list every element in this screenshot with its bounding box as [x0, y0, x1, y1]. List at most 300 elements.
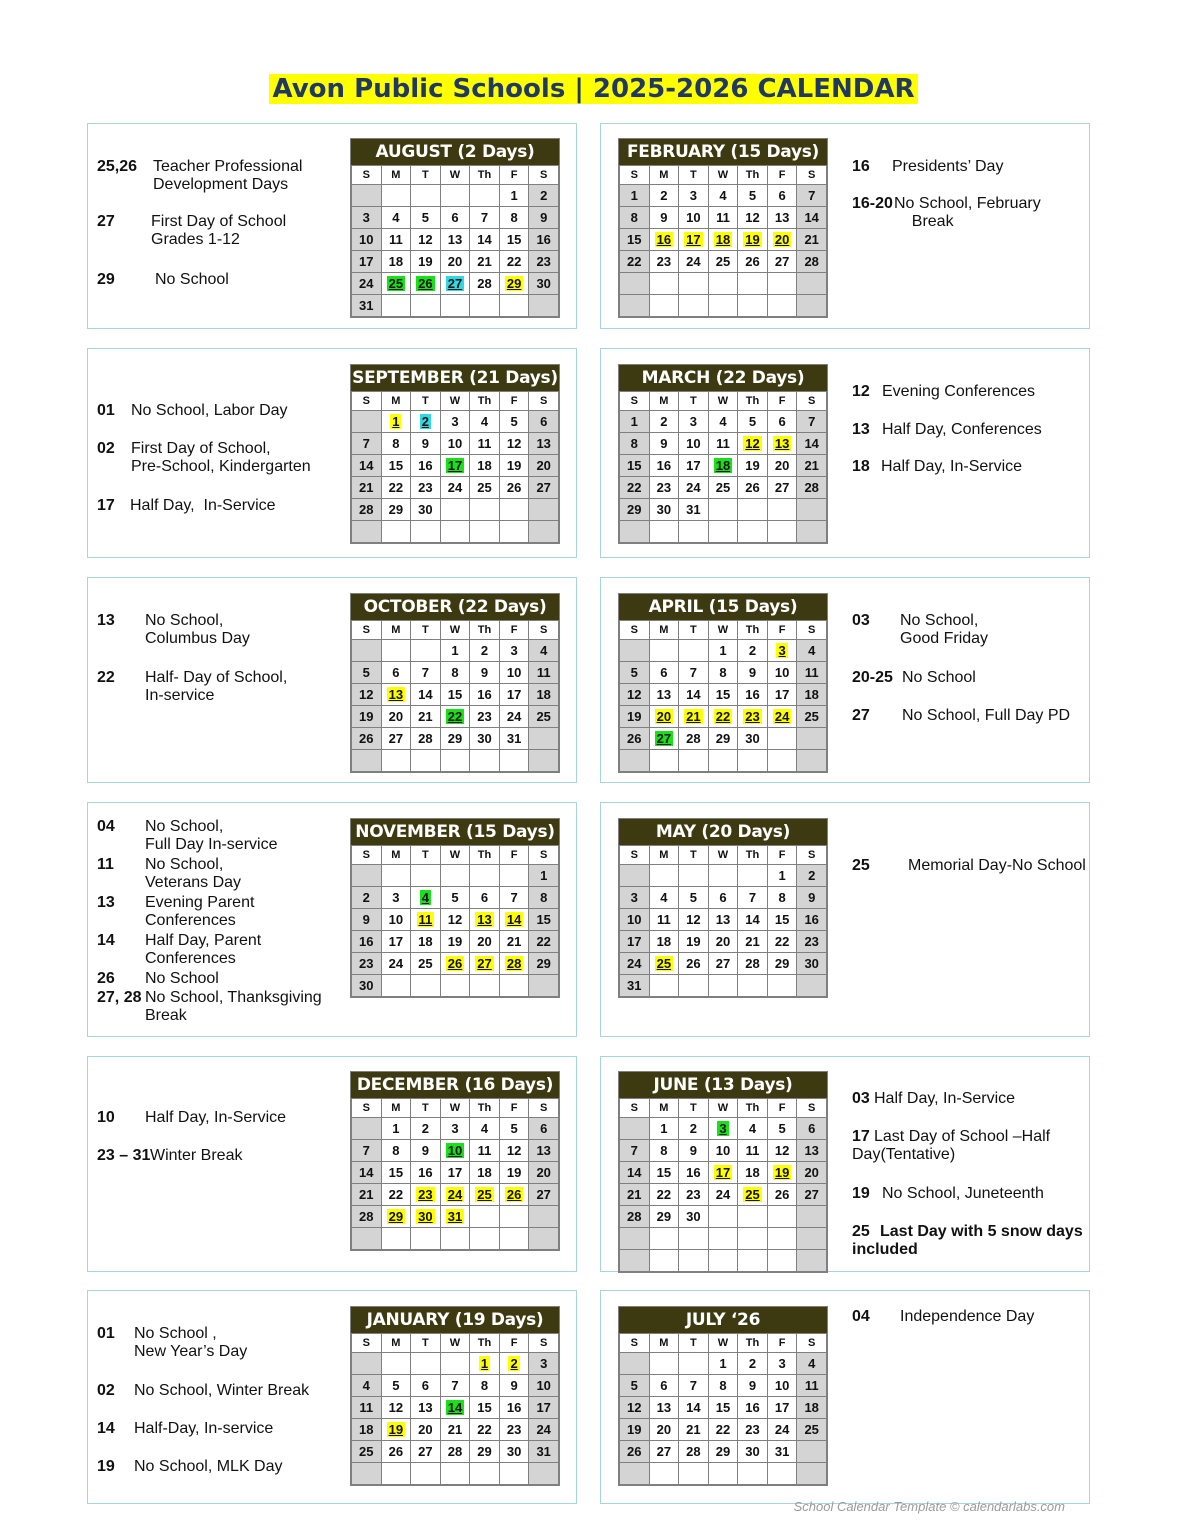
event-date: 12 — [852, 383, 870, 400]
day-number: 20 — [804, 1165, 819, 1180]
day-cell — [679, 887, 709, 909]
day-number: 18 — [388, 254, 404, 269]
day-cell — [620, 953, 650, 975]
day-cell — [738, 728, 768, 750]
day-number: 2 — [421, 414, 430, 429]
empty-day-cell — [649, 640, 679, 662]
day-number: 1 — [392, 1121, 400, 1136]
empty-day-cell — [679, 295, 709, 317]
weekday-header: S — [529, 392, 559, 411]
day-cell — [411, 477, 441, 499]
day-number: 26 — [745, 254, 760, 269]
event-date: 27 — [97, 213, 115, 230]
day-cell — [767, 1419, 797, 1441]
day-number: 9 — [421, 1143, 430, 1158]
day-cell — [411, 728, 441, 750]
day-cell — [381, 477, 411, 499]
event-date: 16 — [852, 158, 870, 175]
event-description: No School — [155, 271, 229, 288]
day-number: 11 — [477, 1143, 492, 1158]
day-number: 4 — [362, 1378, 370, 1393]
weekday-header: Th — [738, 392, 768, 411]
day-number: 4 — [421, 890, 430, 905]
empty-day-cell — [767, 1228, 797, 1250]
day-number: 27 — [656, 1444, 672, 1459]
day-cell — [797, 433, 827, 455]
day-cell — [470, 931, 500, 953]
day-number: 12 — [627, 1400, 642, 1415]
day-number: 6 — [451, 210, 459, 225]
day-number: 1 — [630, 414, 638, 429]
day-cell — [440, 411, 470, 433]
day-cell — [738, 931, 768, 953]
weekday-header: T — [679, 166, 709, 185]
day-cell — [440, 706, 470, 728]
day-number: 21 — [804, 232, 819, 247]
day-number: 9 — [808, 890, 816, 905]
day-cell — [381, 251, 411, 273]
day-cell — [620, 931, 650, 953]
day-cell — [620, 1184, 650, 1206]
empty-day-cell — [499, 975, 529, 997]
day-number: 27 — [447, 276, 463, 291]
event-description: included — [852, 1241, 918, 1258]
day-cell — [529, 273, 559, 295]
day-number: 8 — [719, 1378, 727, 1393]
event-date: 13 — [852, 421, 870, 438]
day-number: 14 — [745, 912, 760, 927]
day-cell — [767, 1118, 797, 1140]
empty-day-cell — [649, 295, 679, 317]
empty-day-cell — [649, 865, 679, 887]
day-cell — [499, 433, 529, 455]
day-cell — [499, 728, 529, 750]
day-number: 13 — [715, 912, 731, 927]
weekday-header: W — [440, 392, 470, 411]
day-number: 6 — [540, 1121, 548, 1136]
day-cell — [708, 662, 738, 684]
day-number: 10 — [774, 1378, 790, 1393]
day-cell — [529, 1353, 559, 1375]
day-cell — [440, 909, 470, 931]
day-cell — [679, 1375, 709, 1397]
day-cell — [352, 433, 382, 455]
day-number: 8 — [392, 1143, 400, 1158]
day-cell — [620, 251, 650, 273]
weekday-header: F — [499, 621, 529, 640]
day-number: 4 — [808, 1356, 816, 1371]
day-number: 3 — [689, 188, 698, 203]
day-cell — [352, 455, 382, 477]
day-cell — [738, 455, 768, 477]
day-cell — [797, 1118, 827, 1140]
day-number: 6 — [778, 188, 786, 203]
day-number: 7 — [808, 414, 816, 429]
day-number: 21 — [506, 934, 522, 949]
event-description: No School, Good Friday — [900, 612, 989, 647]
empty-day-cell — [440, 1353, 470, 1375]
day-number: 17 — [627, 934, 642, 949]
day-number: 24 — [686, 254, 701, 269]
day-number: 15 — [774, 912, 790, 927]
weekday-header: M — [649, 621, 679, 640]
day-number: 9 — [362, 912, 370, 927]
day-number: 9 — [660, 210, 668, 225]
day-number: 19 — [745, 458, 760, 473]
day-cell — [708, 1419, 738, 1441]
event-date: 04 — [852, 1308, 870, 1325]
weekday-header: T — [411, 392, 441, 411]
empty-day-cell — [620, 295, 650, 317]
day-number: 23 — [686, 1187, 701, 1202]
month-title: OCTOBER (22 Days) — [351, 594, 559, 620]
day-cell — [440, 662, 470, 684]
day-cell — [708, 684, 738, 706]
day-number: 18 — [804, 1400, 819, 1415]
day-cell — [411, 1184, 441, 1206]
weekday-header: Th — [738, 1334, 768, 1353]
weekday-header: T — [411, 846, 441, 865]
day-cell — [679, 1441, 709, 1463]
day-cell — [767, 640, 797, 662]
empty-day-cell — [649, 750, 679, 772]
event-date: 27, 28 — [97, 989, 142, 1006]
empty-day-cell — [649, 975, 679, 997]
day-cell — [470, 433, 500, 455]
month-calendar-jul — [618, 1306, 828, 1486]
day-cell — [411, 229, 441, 251]
day-cell — [529, 706, 559, 728]
day-cell — [708, 1397, 738, 1419]
day-cell — [499, 273, 529, 295]
day-cell — [440, 1118, 470, 1140]
day-number: 27 — [536, 480, 551, 495]
day-cell — [411, 1441, 441, 1463]
day-cell — [620, 1206, 650, 1228]
day-number: 29 — [627, 502, 642, 517]
event-description: Half-Day, In-service — [134, 1420, 274, 1437]
day-number: 17 — [359, 254, 374, 269]
day-number: 10 — [715, 1143, 731, 1158]
event-description: No School, Veterans Day — [145, 856, 242, 891]
day-cell — [470, 640, 500, 662]
empty-day-cell — [440, 295, 470, 317]
empty-day-cell — [649, 1250, 679, 1272]
day-number: 20 — [477, 934, 492, 949]
day-number: 22 — [656, 1187, 672, 1202]
empty-day-cell — [499, 750, 529, 772]
day-number: 16 — [418, 1165, 433, 1180]
day-cell — [499, 251, 529, 273]
day-number: 26 — [506, 480, 522, 495]
month-calendar-may — [618, 818, 828, 998]
weekday-header: M — [649, 166, 679, 185]
day-number: 10 — [447, 1143, 463, 1158]
day-cell — [352, 1206, 382, 1228]
day-number: 16 — [506, 1400, 522, 1415]
weekday-header: S — [797, 392, 827, 411]
day-number: 15 — [506, 232, 522, 247]
day-cell — [620, 1397, 650, 1419]
day-number: 29 — [388, 502, 404, 517]
day-cell — [499, 1375, 529, 1397]
day-cell — [352, 477, 382, 499]
day-cell — [352, 909, 382, 931]
day-number: 3 — [510, 643, 518, 658]
day-cell — [470, 273, 500, 295]
day-cell — [738, 1397, 768, 1419]
day-cell — [738, 1118, 768, 1140]
day-number: 10 — [388, 912, 404, 927]
day-cell — [767, 706, 797, 728]
day-number: 11 — [804, 1378, 819, 1393]
day-number: 1 — [451, 643, 459, 658]
day-cell — [708, 1441, 738, 1463]
day-number: 22 — [715, 1422, 731, 1437]
empty-day-cell — [470, 295, 500, 317]
day-number: 20 — [536, 1165, 551, 1180]
day-number: 23 — [536, 254, 551, 269]
day-cell — [440, 728, 470, 750]
day-number: 4 — [719, 188, 727, 203]
day-cell — [381, 455, 411, 477]
weekday-header: S — [352, 392, 382, 411]
event-date: 01 — [97, 1325, 115, 1342]
empty-day-cell — [679, 750, 709, 772]
empty-day-cell — [411, 521, 441, 543]
day-cell — [767, 931, 797, 953]
day-cell — [411, 662, 441, 684]
day-number: 30 — [506, 1444, 522, 1459]
event-date: 02 — [97, 1382, 115, 1399]
day-number: 17 — [686, 232, 701, 247]
day-number: 11 — [536, 665, 551, 680]
weekday-header: M — [649, 846, 679, 865]
day-cell — [529, 865, 559, 887]
empty-day-cell — [440, 975, 470, 997]
day-number: 15 — [715, 687, 731, 702]
day-cell — [767, 1441, 797, 1463]
day-cell — [767, 185, 797, 207]
empty-day-cell — [620, 1250, 650, 1272]
month-title: SEPTEMBER (21 Days) — [351, 365, 559, 391]
weekday-header: W — [708, 166, 738, 185]
day-number: 13 — [656, 1400, 672, 1415]
day-cell — [649, 411, 679, 433]
day-number: 12 — [627, 687, 642, 702]
day-number: 17 — [447, 1165, 463, 1180]
day-cell — [797, 662, 827, 684]
weekday-header: F — [499, 1099, 529, 1118]
day-number: 29 — [656, 1209, 672, 1224]
day-cell — [529, 1397, 559, 1419]
day-cell — [679, 251, 709, 273]
month-calendar-jan — [350, 1306, 560, 1486]
month-calendar-oct — [350, 593, 560, 773]
day-number: 31 — [627, 978, 642, 993]
day-cell — [708, 411, 738, 433]
day-cell — [499, 411, 529, 433]
day-number: 18 — [477, 458, 492, 473]
day-cell — [620, 1419, 650, 1441]
event-date: 26 — [97, 970, 115, 987]
empty-day-cell — [797, 1228, 827, 1250]
day-number: 23 — [745, 709, 760, 724]
day-number: 25 — [804, 709, 819, 724]
empty-day-cell — [797, 521, 827, 543]
weekday-header: W — [708, 1099, 738, 1118]
day-cell — [797, 1419, 827, 1441]
day-cell — [529, 909, 559, 931]
empty-day-cell — [381, 640, 411, 662]
day-cell — [708, 909, 738, 931]
day-number: 4 — [660, 890, 668, 905]
day-cell — [620, 455, 650, 477]
day-cell — [738, 887, 768, 909]
day-number: 28 — [418, 731, 433, 746]
day-number: 7 — [689, 665, 698, 680]
day-cell — [649, 909, 679, 931]
day-cell — [797, 684, 827, 706]
day-cell — [649, 229, 679, 251]
weekday-header: T — [679, 392, 709, 411]
empty-day-cell — [499, 865, 529, 887]
day-cell — [620, 411, 650, 433]
weekday-header: S — [529, 166, 559, 185]
day-number: 17 — [686, 458, 701, 473]
day-number: 15 — [447, 687, 463, 702]
empty-day-cell — [679, 1250, 709, 1272]
day-cell — [352, 1397, 382, 1419]
day-number: 3 — [451, 1121, 459, 1136]
day-cell — [738, 477, 768, 499]
day-cell — [679, 1184, 709, 1206]
empty-day-cell — [411, 295, 441, 317]
day-number: 5 — [630, 665, 638, 680]
day-number: 27 — [715, 956, 731, 971]
day-cell — [679, 477, 709, 499]
day-cell — [797, 909, 827, 931]
day-number: 4 — [480, 414, 489, 429]
event-date: 14 — [97, 932, 115, 949]
weekday-header: S — [620, 1099, 650, 1118]
day-number: 24 — [627, 956, 642, 971]
day-number: 1 — [540, 868, 548, 883]
day-cell — [708, 185, 738, 207]
day-cell — [797, 455, 827, 477]
event-date: 19 — [97, 1458, 115, 1475]
event-description: Half Day, In-Service — [881, 458, 1023, 475]
empty-day-cell — [440, 185, 470, 207]
weekday-header: S — [529, 621, 559, 640]
weekday-header: W — [708, 846, 738, 865]
day-number: 19 — [388, 1422, 404, 1437]
day-number: 24 — [506, 709, 522, 724]
day-cell — [797, 1353, 827, 1375]
day-cell — [649, 728, 679, 750]
weekday-header: Th — [470, 1334, 500, 1353]
day-number: 4 — [392, 210, 400, 225]
day-number: 14 — [686, 1400, 701, 1415]
day-number: 3 — [362, 210, 370, 225]
day-number: 1 — [392, 414, 400, 429]
day-number: 30 — [745, 731, 760, 746]
day-number: 8 — [630, 210, 638, 225]
day-number: 27 — [774, 254, 790, 269]
day-cell — [529, 411, 559, 433]
day-cell — [529, 1118, 559, 1140]
day-cell — [738, 1353, 768, 1375]
empty-day-cell — [529, 975, 559, 997]
day-number: 31 — [686, 502, 701, 517]
day-number: 25 — [656, 956, 672, 971]
empty-day-cell — [649, 521, 679, 543]
weekday-header: S — [797, 621, 827, 640]
day-number: 13 — [477, 912, 492, 927]
empty-day-cell — [620, 273, 650, 295]
month-title: JUNE (13 Days) — [619, 1072, 827, 1098]
day-number: 14 — [627, 1165, 642, 1180]
day-cell — [708, 251, 738, 273]
event-date: 19 — [852, 1185, 870, 1202]
day-number: 2 — [660, 188, 668, 203]
weekday-header: S — [352, 621, 382, 640]
day-cell — [352, 662, 382, 684]
day-number: 24 — [774, 709, 790, 724]
day-cell — [529, 477, 559, 499]
empty-day-cell — [381, 295, 411, 317]
day-number: 14 — [418, 687, 433, 702]
day-cell — [529, 1419, 559, 1441]
day-number: 15 — [536, 912, 551, 927]
day-cell — [411, 411, 441, 433]
day-cell — [708, 1162, 738, 1184]
day-number: 7 — [362, 436, 370, 451]
empty-day-cell — [411, 975, 441, 997]
day-cell — [620, 684, 650, 706]
day-number: 1 — [480, 1356, 489, 1371]
day-cell — [381, 1375, 411, 1397]
day-cell — [499, 706, 529, 728]
event-date: 03 — [852, 1090, 870, 1107]
day-cell — [649, 433, 679, 455]
day-cell — [499, 455, 529, 477]
day-cell — [352, 975, 382, 997]
day-cell — [440, 251, 470, 273]
day-number: 7 — [480, 210, 489, 225]
day-number: 21 — [447, 1422, 463, 1437]
day-number: 8 — [392, 436, 400, 451]
weekday-header: Th — [470, 392, 500, 411]
day-number: 9 — [540, 210, 548, 225]
day-number: 25 — [477, 480, 492, 495]
day-number: 14 — [359, 458, 374, 473]
day-number: 16 — [477, 687, 492, 702]
day-number: 27 — [656, 731, 672, 746]
day-number: 18 — [477, 1165, 492, 1180]
day-cell — [797, 953, 827, 975]
day-number: 1 — [510, 188, 518, 203]
day-number: 22 — [774, 934, 790, 949]
day-number: 5 — [748, 188, 757, 203]
day-cell — [708, 229, 738, 251]
day-number: 26 — [418, 276, 433, 291]
day-cell — [352, 706, 382, 728]
day-number: 9 — [748, 1378, 757, 1393]
weekday-header: Th — [738, 166, 768, 185]
event-date: 10 — [97, 1109, 115, 1126]
day-cell — [708, 207, 738, 229]
